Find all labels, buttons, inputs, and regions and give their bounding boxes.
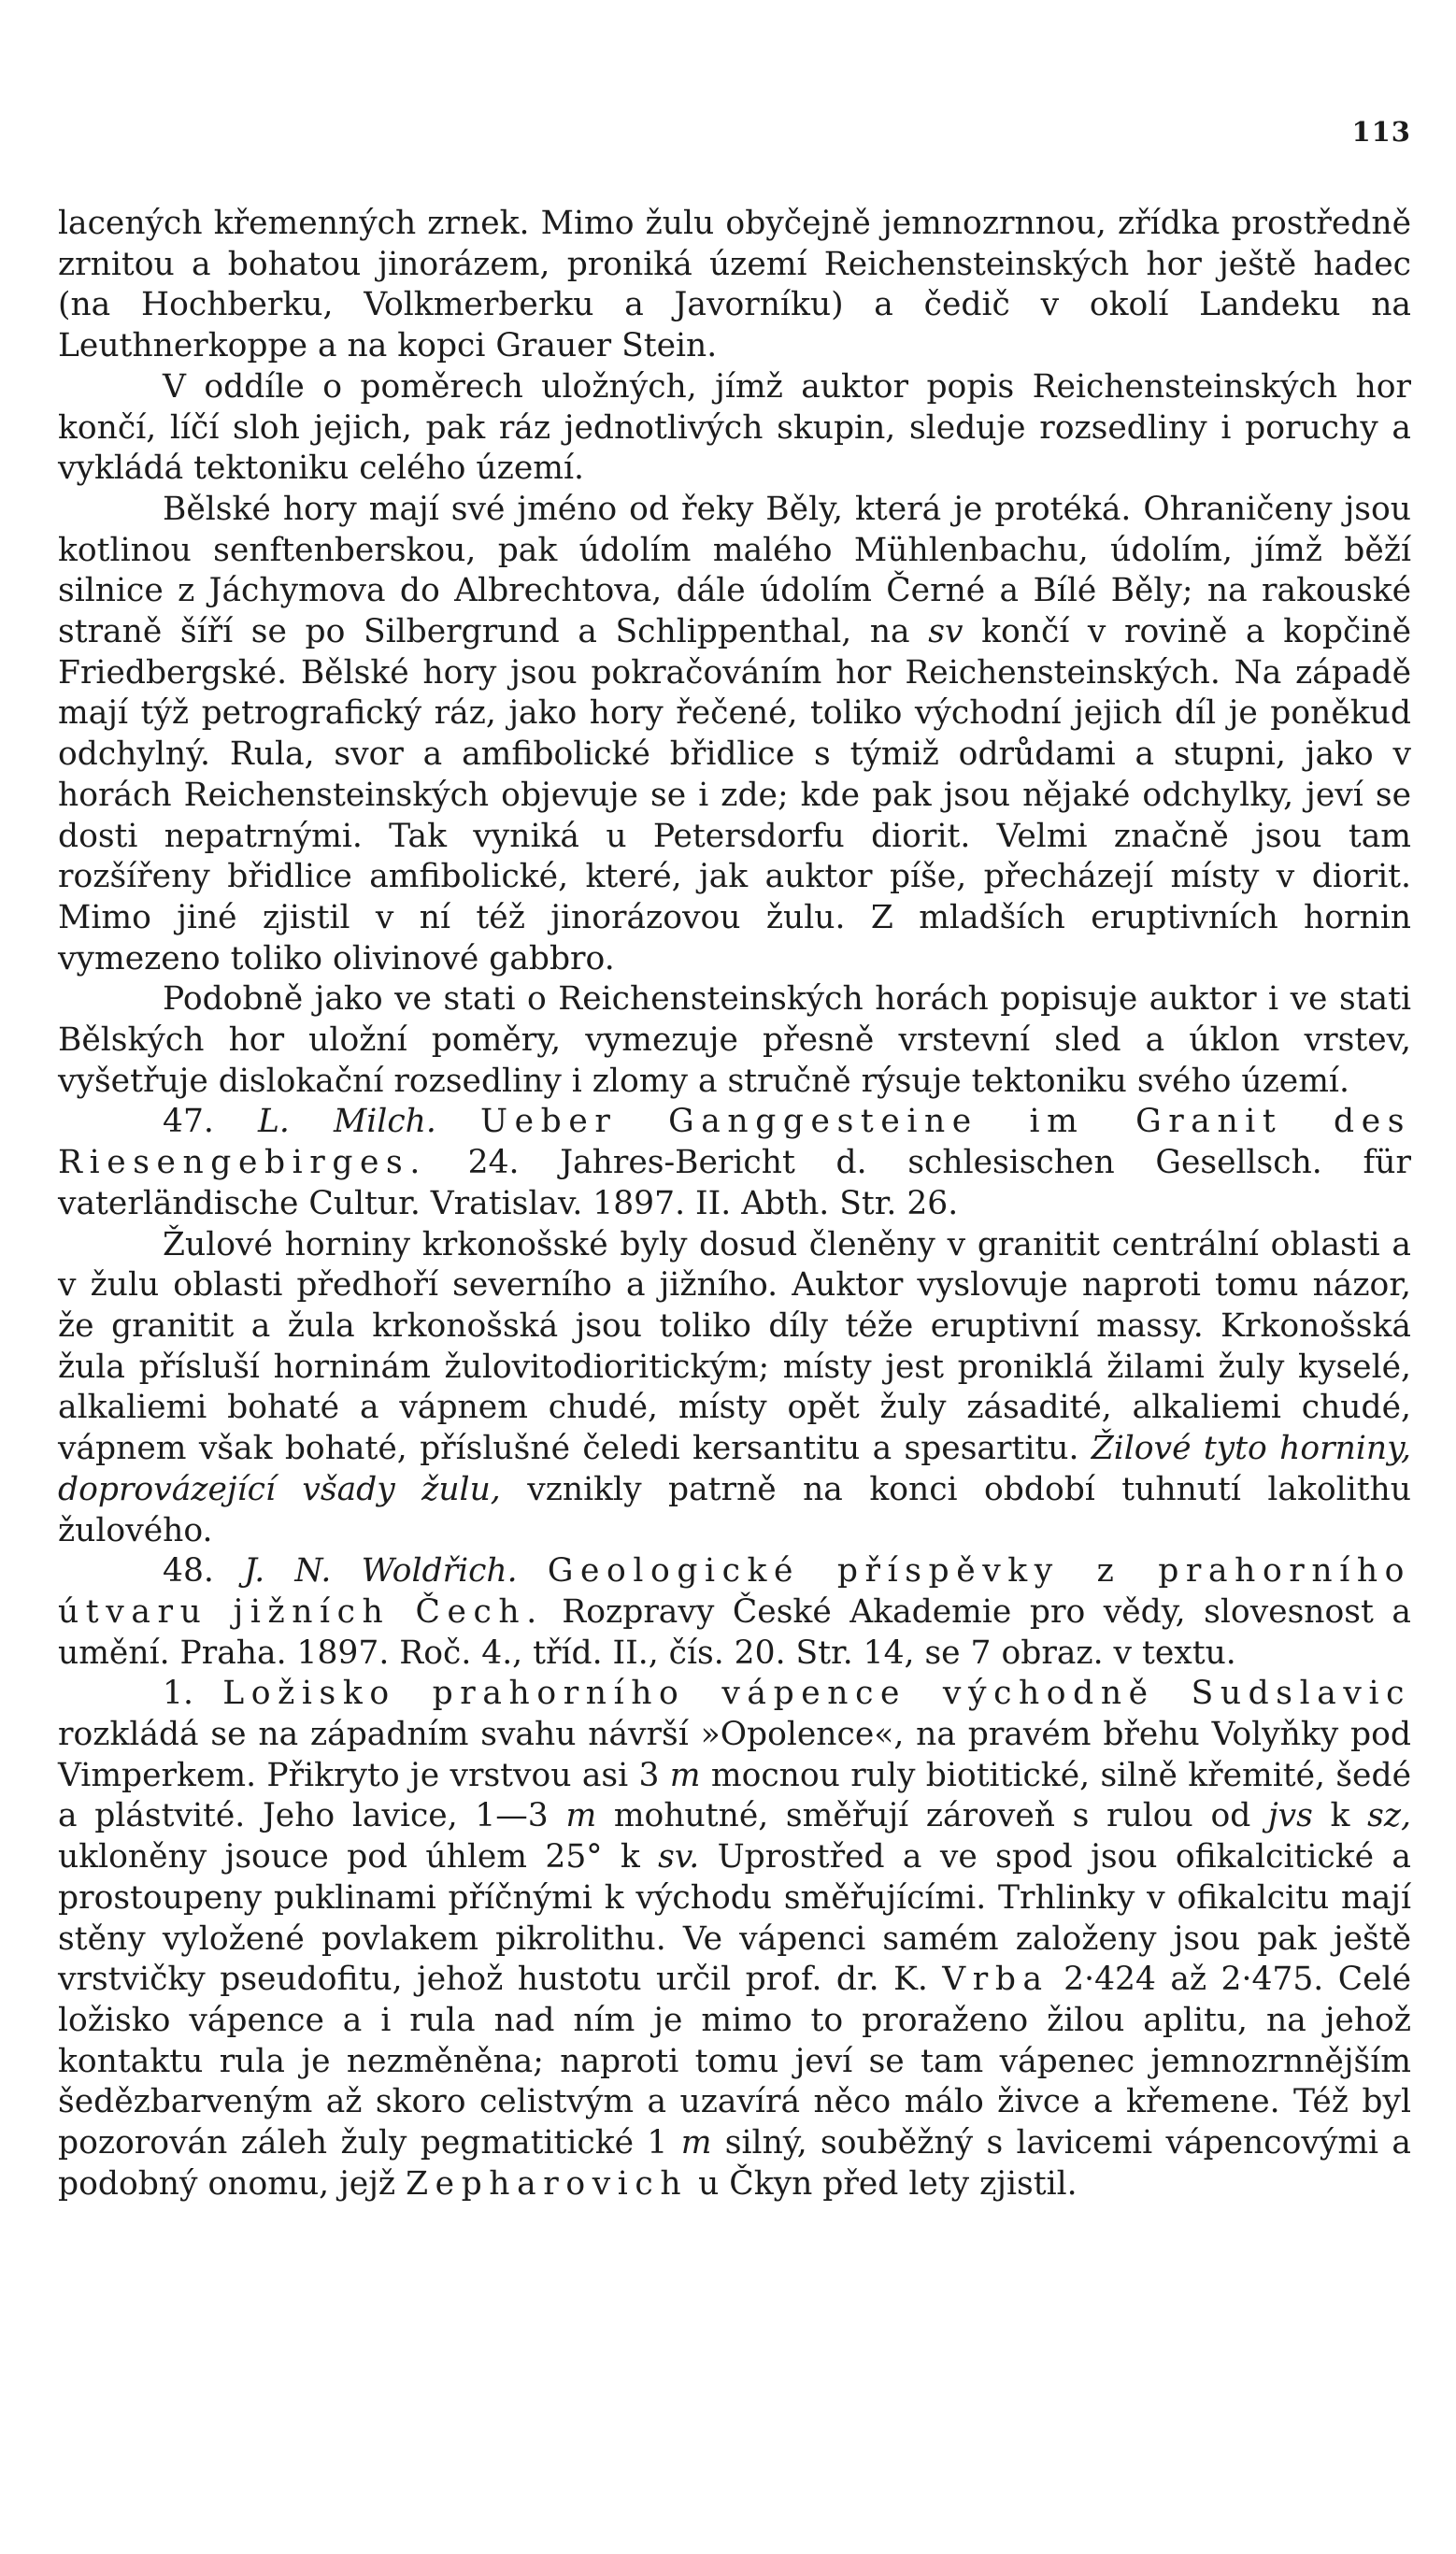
text-run: 2·424 až 2·475. Celé ložisko vápence a i rula nad ním je mimo to proraženo žilou aplitu, na jehož kontaktu rula je nezměněna; naproti tomu jeví se tam vápenec jemnozrnnějším šedězbarveným až skoro celistvým a uzavírá něco málo živce a křemene. Též byl pozorován záleh žuly pegmatitické 1 (58, 1961, 1411, 2162)
spaced-title: Ložisko prahorního vápence východně Sudslavic (222, 1675, 1412, 1713)
spaced-title: Ueber Ganggesteine im Granit des Riesengebirges. (58, 1103, 1412, 1182)
text-run: končí v rovině a kopčině Friedbergské. Bělské hory jsou pokračováním hor Reichensteinských. Na západě mají týž petrografický ráz, jako hory řečené, toliko východní jejich díl je poněkud odchylný. Rula, svor a amfibolické břidlice s týmiž odrůdami a stupni, jako v horách Reichensteinských objevuje se i zde; kde pak jsou nějaké odchylky, jeví se dosti nepatrnými. Tak vyniká u Petersdorfu diorit. Velmi značně jsou tam rozšířeny břidlice amfibolické, které, jak auktor píše, přecházejí místy v diorit. Mimo jiné zjistil v ní též jinorázovou žulu. Z mladších eruptivních hornin vymezeno toliko olivinové gabbro. (58, 613, 1411, 977)
italic-text: jvs (1267, 1797, 1313, 1835)
italic-text: sv. (658, 1838, 700, 1876)
page-number: 113 (1351, 116, 1411, 148)
text-run: vznikly patrně na konci období tuhnutí lakolithu žulového. (58, 1470, 1411, 1549)
text-run: V oddíle o poměrech uložných, jímž auktor popis Reichensteinských hor končí, líčí sloh jejich, pak ráz jednotlivých skupin, sleduje rozsedliny i poruchy a vykládá tektoniku celého území. (58, 367, 1411, 488)
text-run: Bělské hory mají své jméno od řeky Běly, která je protéká. Ohraničeny jsou kotlinou senftenberskou, pak údolím malého Mühlenbachu, údolím, jímž běží silnice z Jáchymova do Albrechtova, dále údolím Černé a Bílé Běly; na rakouské straně šíří se po Silbergrund a Schlippenthal, na (58, 490, 1411, 651)
paragraph (58, 490, 1411, 979)
italic-text: m (565, 1797, 597, 1835)
text-run: 47. (163, 1103, 258, 1141)
text-run: Podobně jako ve stati o Reichensteinských horách popisuje auktor i ve stati Bělských hor uložní poměry, vymezuje přesně vrstevní sled a úklon vrstev, vyšetřuje dislokační rozsedliny i zlomy a stručně rýsuje tektoniku svého území. (58, 980, 1411, 1100)
spaced-title: Zepharovich (406, 2164, 689, 2203)
text-run: silný, souběžný s lavicemi vápencovými a podobný onomu, jejž (58, 2124, 1411, 2203)
text-run: mocnou ruly biotitické, silně křemité, šedé a plástvité. Jeho lavice, 1—3 (58, 1756, 1411, 1835)
paragraph (58, 1102, 1411, 1224)
paragraph (58, 1225, 1411, 1552)
paragraph (58, 979, 1411, 1102)
text-run: 1. (163, 1675, 223, 1713)
paragraph (58, 204, 1411, 367)
italic-text: m (669, 1756, 701, 1794)
text-run: lacených křemenných zrnek. Mimo žulu obyčejně jemnozrnnou, zřídka prostředně zrnitou a bohatou jinorázem, proniká území Reichensteinských hor ještě hadec (na Hochberku, Volkmerberku a Javorníku) a čedič v okolí Landeku na Leuthnerkoppe a na kopci Grauer Stein. (58, 205, 1411, 365)
body-text (58, 204, 1411, 2204)
text-run (436, 1103, 480, 1140)
italic-text: sz, (1367, 1797, 1411, 1835)
paragraph (58, 367, 1411, 490)
italic-text: L. Milch. (257, 1103, 436, 1141)
text-run: u Čkyn před lety zjistil. (688, 2164, 1078, 2203)
text-run: Uprostřed a ve spod jsou ofikalcitické a prostoupeny puklinami příčnými k východu směřujícími. Trhlinky v ofikalcitu mají stěny vyložené povlakem pikrolithu. Ve vápenci samém založeny jsou pak ještě vrstvičky pseudofitu, jehož hustotu určil prof. dr. K. (58, 1838, 1411, 1999)
spaced-title: Vrba (942, 1961, 1049, 1999)
spaced-title: Geologické příspěvky z prahorního útvaru jižních Čech. (58, 1552, 1411, 1631)
paragraph (58, 1674, 1411, 2204)
paragraph (58, 1551, 1411, 1674)
text-run: rozkládá se na západním svahu návrší »Opolence«, na pravém břehu Volyňky pod Vimperkem. Přikryto je vrstvou asi 3 (58, 1716, 1411, 1794)
text-run: Rozpravy České Akademie pro vědy, slovesnost a umění. Praha. 1897. Roč. 4., tříd. II., čís. 20. Str. 14, se 7 obraz. v textu. (58, 1592, 1411, 1672)
text-run: Žulové horniny krkonošské byly dosud členěny v granitit centrální oblasti a v žulu oblasti předhoří severního a jižního. Auktor vyslovuje naproti tomu názor, že granitit a žula krkonošská jsou toliko díly téže eruptivní massy. Krkonošská žula přísluší horninám žulovitodioritickým; místy jest proniklá žilami žuly kyselé, alkaliemi bohaté a vápnem chudé, místy opět žuly zásadité, alkaliemi chudé, vápnem však bohaté, příslušné čeledi kersantitu a spesartitu. (58, 1225, 1411, 1468)
text-run: 48. (163, 1552, 245, 1591)
text-run: mohutné, směřují zároveň s rulou od (596, 1797, 1268, 1835)
text-run: k (1312, 1797, 1368, 1835)
text-run (518, 1552, 548, 1590)
italic-text: J. N. Woldřich. (244, 1552, 518, 1591)
italic-text: sv (928, 613, 964, 651)
italic-text: m (680, 2124, 712, 2162)
italic-text: Žilové tyto horniny, doprovázející všady žulu, (58, 1430, 1411, 1508)
text-run: ukloněny jsouce pod úhlem 25° k (58, 1838, 659, 1876)
text-run: 24. Jahres-Bericht d. schlesischen Gesellsch. für vaterländische Cultur. Vratislav. 1897. II. Abth. Str. 26. (58, 1144, 1411, 1222)
